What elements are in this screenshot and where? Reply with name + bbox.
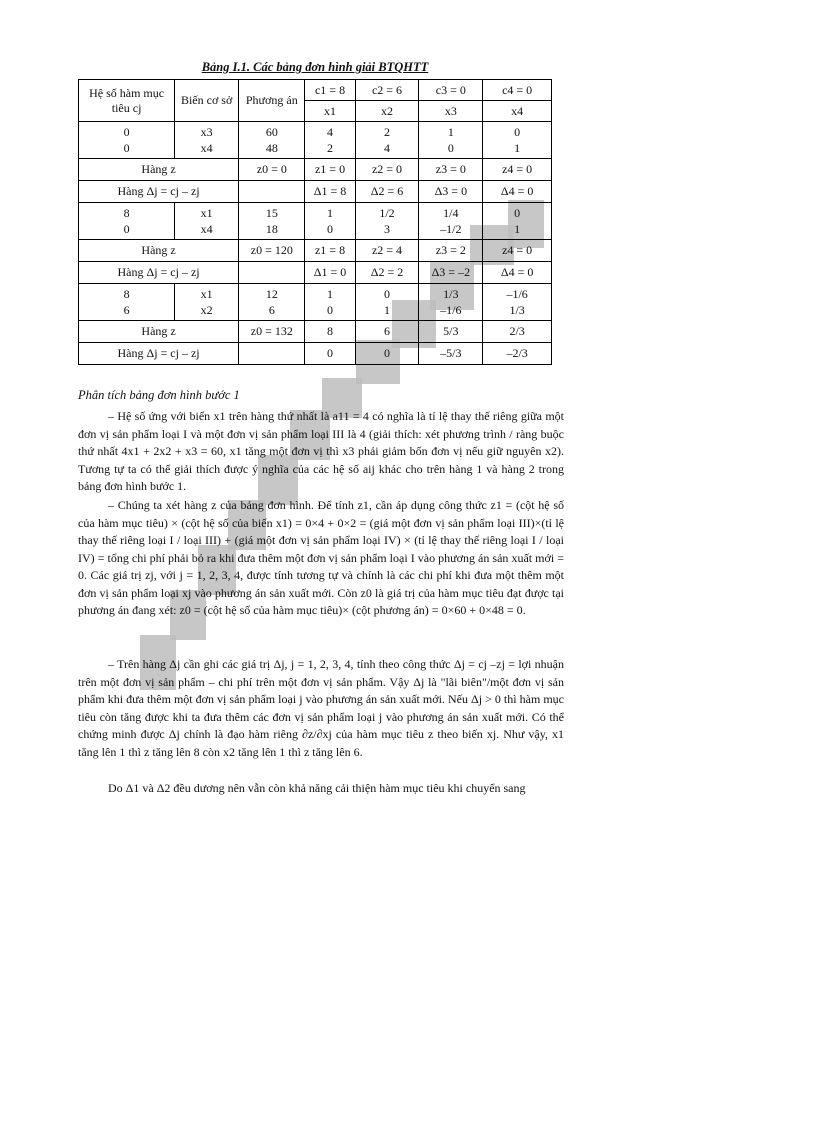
z-row-label: Hàng z bbox=[79, 240, 239, 262]
table-row bbox=[79, 122, 552, 159]
z-row-label: Hàng z bbox=[79, 321, 239, 343]
cell-x1: 4 2 bbox=[305, 122, 355, 159]
header-x2: x2 bbox=[355, 101, 419, 122]
delta4-cell: –2/3 bbox=[483, 343, 552, 365]
cell-coef: 8 0 bbox=[79, 203, 175, 240]
cell-plan: 60 48 bbox=[239, 122, 305, 159]
paragraph-1 bbox=[78, 408, 564, 496]
delta1-cell: Δ1 = 8 bbox=[305, 181, 355, 203]
paragraph-4-text: Do Δ1 và Δ2 đều dương nên vẫn còn khả năng cải thiện hàm mục tiêu khi chuyển sang bbox=[108, 781, 526, 795]
z-row bbox=[79, 240, 552, 262]
delta-row bbox=[79, 262, 552, 284]
cell-basis: x3 x4 bbox=[175, 122, 239, 159]
z3-cell: z3 = 0 bbox=[419, 159, 483, 181]
delta1-cell: Δ1 = 0 bbox=[305, 262, 355, 284]
delta2-cell: 0 bbox=[355, 343, 419, 365]
delta3-cell: Δ3 = 0 bbox=[419, 181, 483, 203]
z2-cell: z2 = 0 bbox=[355, 159, 419, 181]
cell-coef: 8 6 bbox=[79, 284, 175, 321]
paragraph-2-text: – Chúng ta xét hàng z của bảng đơn hình. Để tính z1, cần áp dụng công thức z1 = (cột hệ số của hàm mục tiêu) × (cột hệ số của biến x1) = 0×4 + 0×2 = (giá một đơn vị sản phẩm loại III)×(tỉ lệ thay thế riêng loại I / loại III) + (giá một đơn vị sản phẩm loại IV) × (tỉ lệ thay thế riêng loại I / loại IV) = tổng chi phí phải bỏ ra khi đưa thêm một đơn vị sản phẩm loại I vào phương án sản xuất mới = 0. Các giá trị zj, với j = 1, 2, 3, 4, được tính tương tự và chính là các chi phí khi đưa một thêm một đơn vị sản phẩm loại xj vào phương án sản xuất mới. Còn z0 là giá trị của hàm mục tiêu đạt được tại phương án đang xét: z0 = (cột hệ số của hàm mục tiêu)× (cột phương án) = 0×60 + 0×48 = 0. bbox=[78, 498, 564, 617]
z-row-label: Hàng z bbox=[79, 159, 239, 181]
table-caption bbox=[78, 60, 552, 75]
header-c2: c2 = 6 bbox=[355, 80, 419, 101]
z0-cell: z0 = 120 bbox=[239, 240, 305, 262]
delta4-cell: Δ4 = 0 bbox=[483, 181, 552, 203]
delta-row bbox=[79, 343, 552, 365]
header-c3: c3 = 0 bbox=[419, 80, 483, 101]
header-c4: c4 = 0 bbox=[483, 80, 552, 101]
header-x1: x1 bbox=[305, 101, 355, 122]
table-header-row bbox=[79, 80, 552, 101]
cell-x4: 0 1 bbox=[483, 203, 552, 240]
header-coef: Hệ số hàm mục tiêu cj bbox=[79, 80, 175, 122]
paragraph-4 bbox=[78, 780, 564, 798]
header-x4: x4 bbox=[483, 101, 552, 122]
paragraph-3-text: – Trên hàng Δj cần ghi các giá trị Δj, j = 1, 2, 3, 4, tính theo công thức Δj = cj –zj = lợi nhuận trên một đơn vị sản phẩm – chi phí trên một đơn vị sản phẩm. Vậy Δj là "lãi biên"/một đơn vị sản phẩm khi đưa thêm một đơn vị sản phẩm loại j vào phương án sản xuất mới. Nếu Δj > 0 thì hàm mục tiêu còn tăng được khi ta đưa thêm các đơn vị sản phẩm loại j vào phương án sản xuất mới. Có thể chứng minh được Δj chính là đạo hàm riêng ∂z/∂xj của hàm mục tiêu z theo biến xj. Như vậy, x1 tăng lên 1 thì z tăng lên 8 còn x2 tăng lên 1 thì z tăng lên 6. bbox=[78, 657, 564, 759]
z2-cell: 6 bbox=[355, 321, 419, 343]
delta-row-label: Hàng Δj = cj – zj bbox=[79, 181, 239, 203]
header-plan: Phương án bbox=[239, 80, 305, 122]
cell-x2: 2 4 bbox=[355, 122, 419, 159]
table-caption-text: Bảng I.1. Các bảng đơn hình giải BTQHTT bbox=[201, 60, 429, 74]
z1-cell: z1 = 0 bbox=[305, 159, 355, 181]
z3-cell: z3 = 2 bbox=[419, 240, 483, 262]
cell-coef: 0 0 bbox=[79, 122, 175, 159]
cell-x3: 1/3 –1/6 bbox=[419, 284, 483, 321]
delta2-cell: Δ2 = 2 bbox=[355, 262, 419, 284]
cell-x3: 1/4 –1/2 bbox=[419, 203, 483, 240]
z-row bbox=[79, 159, 552, 181]
delta-row bbox=[79, 181, 552, 203]
paragraph-3 bbox=[78, 656, 564, 761]
z0-cell: z0 = 132 bbox=[239, 321, 305, 343]
cell-x4: –1/6 1/3 bbox=[483, 284, 552, 321]
z4-cell: z4 = 0 bbox=[483, 240, 552, 262]
delta4-cell: Δ4 = 0 bbox=[483, 262, 552, 284]
cell-x1: 1 0 bbox=[305, 284, 355, 321]
z1-cell: z1 = 8 bbox=[305, 240, 355, 262]
delta1-cell: 0 bbox=[305, 343, 355, 365]
cell-x4: 0 1 bbox=[483, 122, 552, 159]
cell-x2: 1/2 3 bbox=[355, 203, 419, 240]
cell-x2: 0 1 bbox=[355, 284, 419, 321]
z4-cell: 2/3 bbox=[483, 321, 552, 343]
cell-x1: 1 0 bbox=[305, 203, 355, 240]
delta0-cell bbox=[239, 181, 305, 203]
cell-plan: 12 6 bbox=[239, 284, 305, 321]
z2-cell: z2 = 4 bbox=[355, 240, 419, 262]
cell-x3: 1 0 bbox=[419, 122, 483, 159]
header-basis: Biến cơ sở bbox=[175, 80, 239, 122]
z3-cell: 5/3 bbox=[419, 321, 483, 343]
z4-cell: z4 = 0 bbox=[483, 159, 552, 181]
z-row bbox=[79, 321, 552, 343]
z1-cell: 8 bbox=[305, 321, 355, 343]
cell-basis: x1 x4 bbox=[175, 203, 239, 240]
table-row bbox=[79, 203, 552, 240]
section-title: Phân tích bảng đơn hình bước 1 bbox=[78, 388, 240, 402]
delta3-cell: –5/3 bbox=[419, 343, 483, 365]
simplex-table bbox=[78, 79, 552, 365]
z0-cell: z0 = 0 bbox=[239, 159, 305, 181]
header-x3: x3 bbox=[419, 101, 483, 122]
header-c1: c1 = 8 bbox=[305, 80, 355, 101]
paragraph-1-text: – Hệ số ứng với biến x1 trên hàng thứ nhất là a11 = 4 có nghĩa là tỉ lệ thay thế riêng giữa một đơn vị sản phẩm loại I và một đơn vị sản phẩm loại III là 4 (giải thích: xét phương trình / ràng buộc thứ nhất 4x1 + 2x2 + x3 = 60, x1 tăng một đơn vị thì x3 phải giảm bốn đơn vị nếu giữ nguyên x2). Tương tự ta có thể giải thích được ý nghĩa của các hệ số aij khác cho trên hàng 1 và hàng 2 trong bảng đơn hình bước 1. bbox=[78, 409, 564, 493]
delta0-cell bbox=[239, 343, 305, 365]
delta-row-label: Hàng Δj = cj – zj bbox=[79, 262, 239, 284]
delta3-cell: Δ3 = –2 bbox=[419, 262, 483, 284]
delta0-cell bbox=[239, 262, 305, 284]
table-row bbox=[79, 284, 552, 321]
cell-basis: x1 x2 bbox=[175, 284, 239, 321]
cell-plan: 15 18 bbox=[239, 203, 305, 240]
delta-row-label: Hàng Δj = cj – zj bbox=[79, 343, 239, 365]
delta2-cell: Δ2 = 6 bbox=[355, 181, 419, 203]
paragraph-2 bbox=[78, 497, 564, 620]
